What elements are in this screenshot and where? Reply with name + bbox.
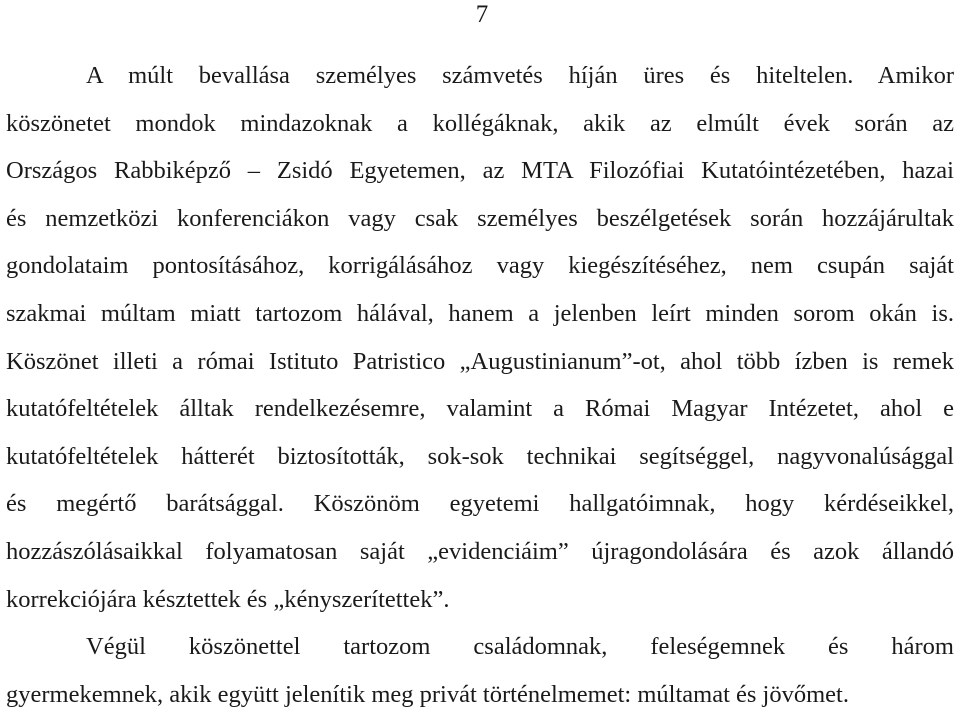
- text-line: gyermekemnek, akik együtt jelenítik meg privát történelmemet: múltamat és jövőmet.: [6, 680, 849, 708]
- page-number: 7: [475, 1, 489, 28]
- text-line: korrekciójára késztettek és „kényszerítettek”.: [6, 585, 450, 613]
- text-line: Köszönet illeti a római Istituto Patristico „Augustinianum”-ot, ahol több ízben is remek: [6, 347, 954, 375]
- text-line: kutatófeltételek hátterét biztosították, sok-sok technikai segítséggel, nagyvonalúsággal: [6, 442, 954, 470]
- text-line: és nemzetközi konferenciákon vagy csak személyes beszélgetések során hozzájárultak: [6, 204, 954, 232]
- text-line: Végül köszönettel tartozom családomnak, feleségemnek és három: [86, 633, 954, 661]
- text-line: A múlt bevallása személyes számvetés híján üres és hiteltelen. Amikor: [86, 62, 954, 89]
- text-line: hozzászólásaikkal folyamatosan saját „evidenciáim” újragondolására és azok állandó: [6, 537, 954, 565]
- text-line: és megértő barátsággal. Köszönöm egyetemi hallgatóimnak, hogy kérdéseikkel,: [6, 490, 954, 518]
- text-line: Országos Rabbiképző – Zsidó Egyetemen, az MTA Filozófiai Kutatóintézetében, hazai: [6, 157, 954, 185]
- text-line: gondolataim pontosításához, korrigálásához vagy kiegészítéséhez, nem csupán saját: [6, 252, 954, 280]
- text-line: köszönetet mondok mindazoknak a kollégáknak, akik az elmúlt évek során az: [6, 109, 954, 137]
- paragraph-family: [6, 623, 954, 718]
- text-line: kutatófeltételek álltak rendelkezésemre, valamint a Római Magyar Intézetet, ahol e: [6, 395, 954, 423]
- document-body: [6, 52, 954, 718]
- text-line: szakmai múltam miatt tartozom hálával, hanem a jelenben leírt minden sorom okán is.: [6, 299, 954, 327]
- paragraph-acknowledgements: [6, 52, 954, 623]
